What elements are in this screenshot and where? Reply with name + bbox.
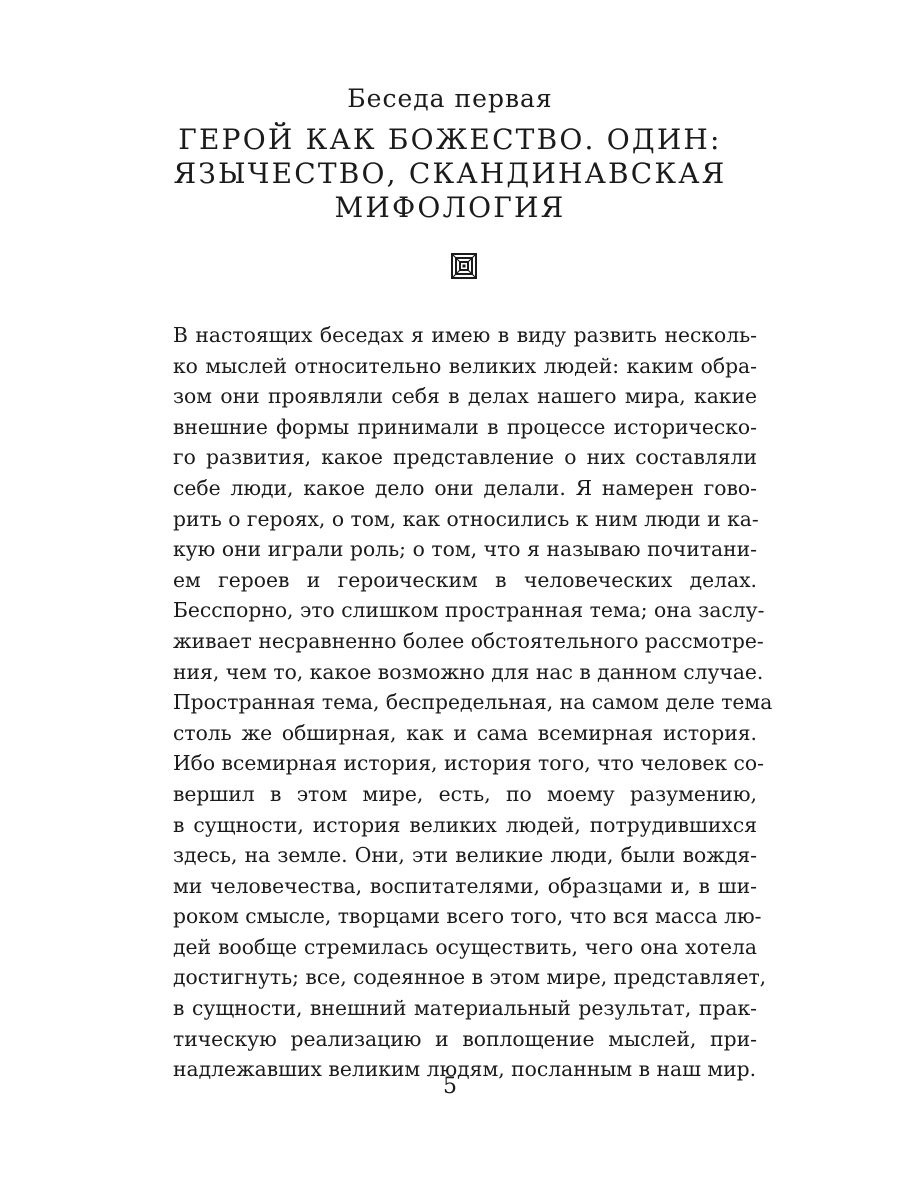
text-line: ния, чем то, какое возможно для нас в данном случае. xyxy=(173,659,764,684)
text-line: надлежавших великим людям, посланным в наш мир. xyxy=(173,1057,757,1082)
text-line: в сущности, внешний материальный результат, прак- xyxy=(173,996,757,1021)
chapter-title-line: ЯЗЫЧЕСТВО, СКАНДИНАВСКАЯ xyxy=(173,157,727,190)
text-line: роком смысле, творцами всего того, что вся масса лю- xyxy=(173,904,762,929)
text-line: в сущности, история великих людей, потрудившихся xyxy=(173,812,757,837)
text-line: кую они играли роль; о том, что я называю почитани- xyxy=(173,537,757,562)
text-line: вершил в этом мире, есть, по моему разумению, xyxy=(173,781,757,806)
text-line: Бесспорно, это слишком пространная тема; она заслу- xyxy=(173,598,765,623)
chapter-title-line: МИФОЛОГИЯ xyxy=(334,191,566,224)
text-line: ми человечества, воспитателями, образцами и, в ши- xyxy=(173,873,757,898)
text-line: го развития, какое представление о них составляли xyxy=(173,445,757,470)
text-line: достигнуть; все, содеянное в этом мире, представляет, xyxy=(173,965,767,990)
page-number: 5 xyxy=(443,1074,457,1099)
text-line: Ибо всемирная история, история того, что человек со- xyxy=(173,751,764,776)
text-line: В настоящих беседах я имею в виду развить несколь- xyxy=(173,323,757,347)
text-line: тическую реализацию и воплощение мыслей, при- xyxy=(173,1026,757,1051)
chapter-title-line: ГЕРОЙ КАК БОЖЕСТВО. ОДИН: xyxy=(178,123,722,156)
text-line: Пространная тема, беспредельная, на самом деле тема xyxy=(173,690,773,715)
chapter-title xyxy=(120,123,780,225)
body-paragraph xyxy=(173,320,773,1085)
text-line: ем героев и героическим в человеческих делах. xyxy=(173,567,757,592)
text-line: зом они проявляли себя в делах нашего мира, какие xyxy=(173,384,757,409)
nested-squares-ornament-icon xyxy=(451,253,477,279)
text-line: здесь, на земле. Они, эти великие люди, были вождя- xyxy=(173,843,757,868)
text-line: внешние формы принимали в процессе историческо- xyxy=(173,414,757,439)
text-line: рить о героях, о том, как относились к ним люди и ка- xyxy=(173,506,759,531)
text-line: живает несравненно более обстоятельного рассмотре- xyxy=(173,628,764,653)
lecture-subtitle: Беседа первая xyxy=(347,84,553,113)
text-line: дей вообще стремилась осуществить, чего она хотела xyxy=(173,934,757,959)
text-line: себе люди, какое дело они делали. Я намерен гово- xyxy=(173,475,757,500)
text-line: столь же обширная, как и сама всемирная история. xyxy=(173,720,757,745)
text-line: ко мыслей относительно великих людей: каким обра- xyxy=(173,353,757,378)
